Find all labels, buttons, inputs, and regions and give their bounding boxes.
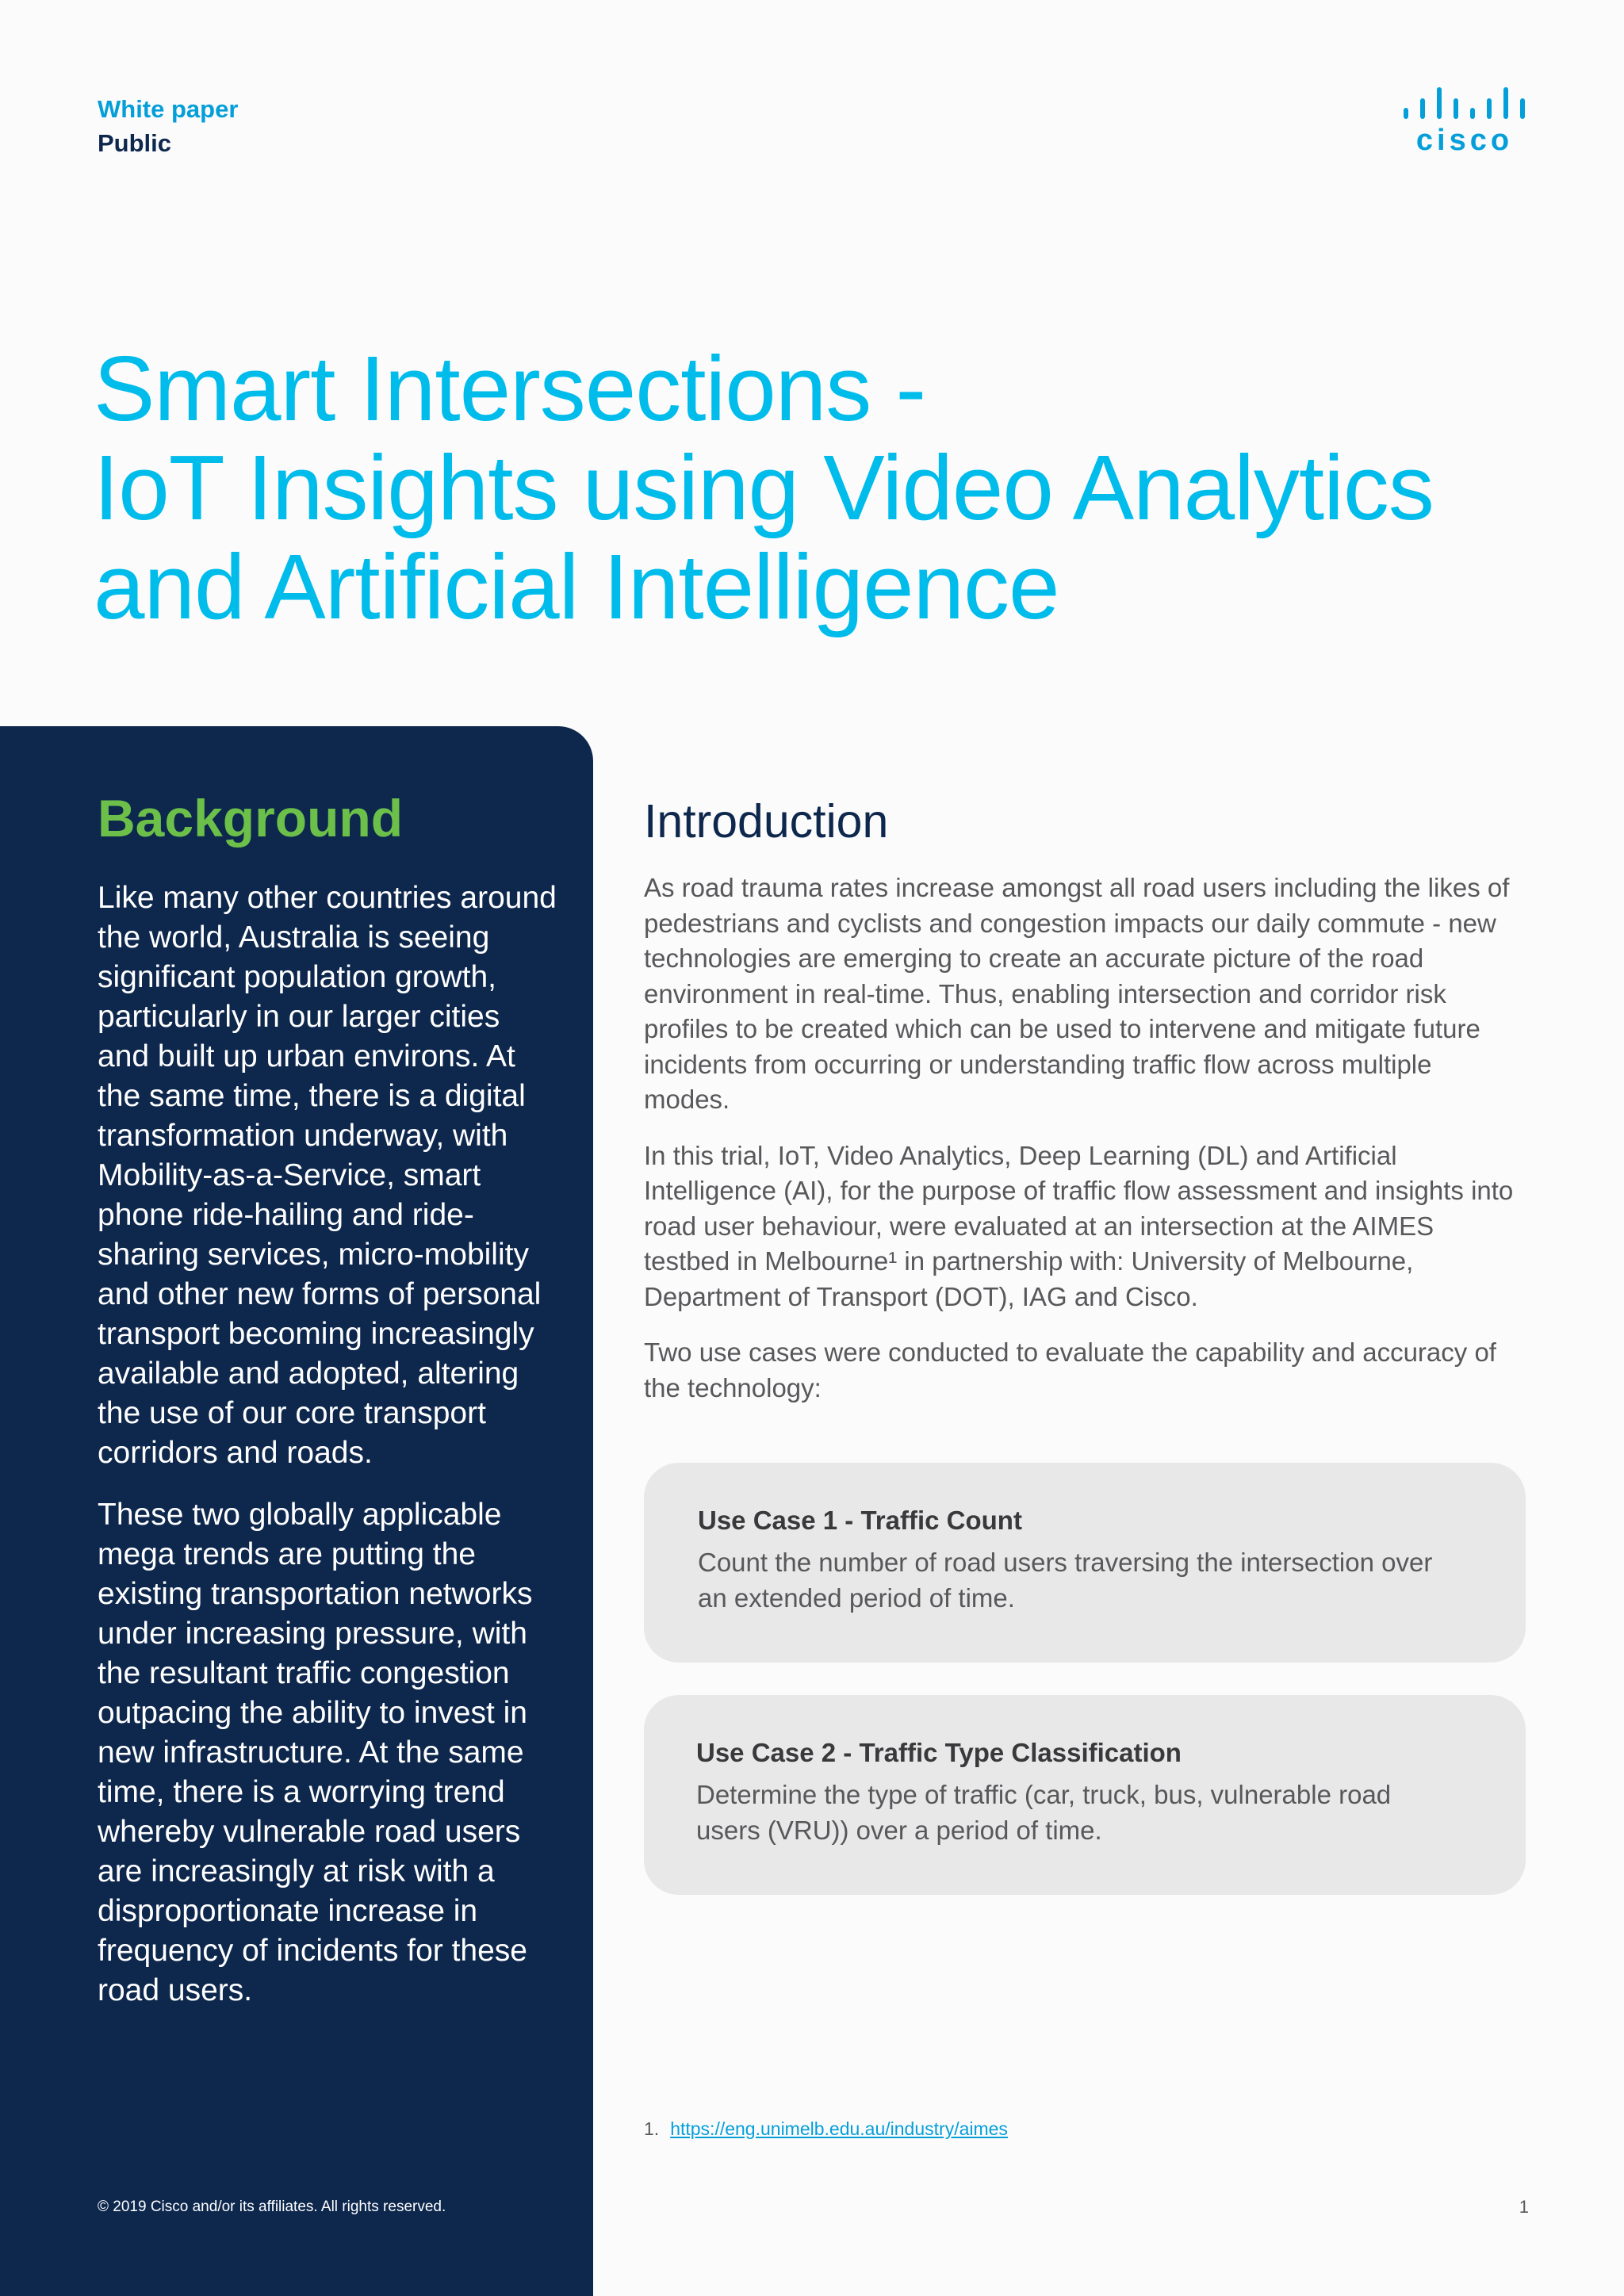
document-title xyxy=(94,339,1434,637)
copyright-notice: © 2019 Cisco and/or its affiliates. All rights reserved. xyxy=(98,2198,446,2215)
cisco-logo xyxy=(1397,87,1532,155)
background-paragraph: These two globally applicable mega trends are putting the existing transportation networks under increasing pressure, with the resultant traffic congestion outpacing the ability to invest in new infrastructure. At the same time, there is a worrying trend whereby vulnerable road users are increasingly at risk with a disproportionate increase in frequency of incidents for these road users. xyxy=(98,1498,533,2007)
footnote xyxy=(644,2118,1008,2140)
cisco-logo-wordmark: cisco xyxy=(1415,124,1514,157)
background-paragraph: Like many other countries around the world, Australia is seeing significant population growth, particularly in our larger cities and built up urban environs. At the same time, there is a digital transformation underway, with Mobility-as-a-Service, smart phone ride-hailing and ride-sharing services, micro-mobility and other new forms of personal transport becoming increasingly available and adopted, altering the use of our core transport corridors and roads. xyxy=(98,881,557,1470)
use-case-description: Determine the type of traffic (car, truck, bus, vulnerable road users (VRU)) over a period of time. xyxy=(696,1780,1392,1845)
introduction-paragraph: Two use cases were conducted to evaluate the capability and accuracy of the technology: xyxy=(644,1337,1496,1402)
introduction-paragraph: As road trauma rates increase amongst all road users including the likes of pedestrians and cyclists and congestion impacts our daily commute - new technologies are emerging to create an accurate picture of the road environment in real-time. Thus, enabling intersection and corridor risk profiles to be created which can be used to intervene and mitigate future incidents from occurring or understanding traffic flow across multiple modes. xyxy=(644,873,1510,1114)
title-line-1: Smart Intersections - xyxy=(94,337,926,440)
background-body xyxy=(98,878,557,2033)
use-case-title: Use Case 2 - Traffic Type Classification xyxy=(696,1738,1182,1767)
footnote-number: 1. xyxy=(644,2118,660,2139)
introduction-paragraph: In this trial, IoT, Video Analytics, Deep Learning (DL) and Artificial Intelligence (AI), for the purpose of traffic flow assessment and insights into road user behaviour, were evaluated at an intersection at the AIMES testbed in Melbourne¹ in partnership with: University of Melbourne, Department of Transport (DOT), IAG and Cisco. xyxy=(644,1140,1514,1311)
title-line-3: and Artificial Intelligence xyxy=(94,535,1059,638)
title-line-2: IoT Insights using Video Analytics xyxy=(94,436,1434,539)
use-case-description: Count the number of road users traversing the intersection over an extended period of time. xyxy=(698,1548,1433,1613)
cisco-logo-bars-icon xyxy=(1404,87,1530,119)
use-case-card-2 xyxy=(644,1695,1526,1895)
background-heading: Background xyxy=(98,789,404,848)
introduction-body xyxy=(644,871,1516,1426)
document-classification-label: Public xyxy=(98,129,172,157)
page-number: 1 xyxy=(1519,2197,1529,2217)
use-case-card-1 xyxy=(644,1463,1526,1663)
footnote-link[interactable]: https://eng.unimelb.edu.au/industry/aimes xyxy=(670,2118,1008,2139)
use-case-title: Use Case 1 - Traffic Count xyxy=(698,1506,1022,1535)
document-type-label: White paper xyxy=(98,95,239,123)
introduction-heading: Introduction xyxy=(644,795,889,848)
